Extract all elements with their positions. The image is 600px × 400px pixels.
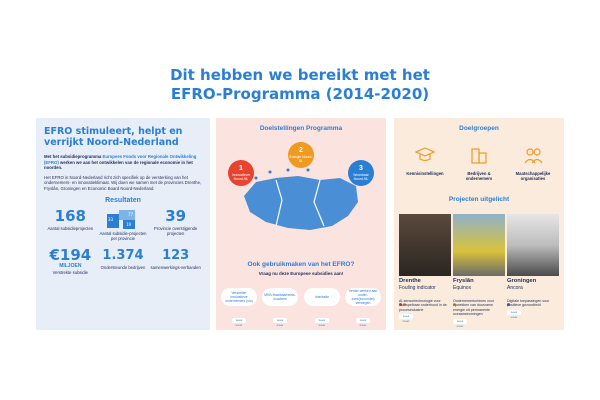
audience-panel	[394, 118, 564, 330]
option-vio[interactable]: Versneller innovatieve ondernemers (vio)	[221, 288, 257, 306]
lees-meer-button[interactable]: Lees meer	[315, 318, 329, 323]
panel-heading: EFRO stimuleert, helpt en verrijkt Noord-Nederland	[44, 126, 183, 148]
question-heading: Ook gebruikmaken van het EFRO?	[247, 261, 355, 268]
option-interbalie[interactable]: Interbalie	[304, 288, 340, 306]
map-value-2: 19	[125, 221, 132, 227]
goal-dots	[453, 293, 505, 297]
lees-meer-button[interactable]: Lees meer	[232, 318, 246, 323]
intro-text-2: Het EFRO in Noord-Nederland richt zich specifiek op de versterking van het ondernemers- en innovatieklimaat. Wij doen we samen met de provincies Drenthe, Fryslân, Groningen en Economic Board Noord-Nederland.	[44, 174, 202, 191]
lees-meer-button[interactable]: Lees meer	[356, 318, 370, 323]
stat-per-province: 33 77 19 Aantal subsidie-projecten per provincie	[97, 208, 150, 241]
stats-grid	[44, 208, 202, 275]
group-kennis: Kennisinstellingen	[402, 146, 448, 176]
goals-panel	[216, 118, 386, 330]
goal-1: 1 Innovatiever Noord-NL	[228, 160, 254, 186]
project-card: Fryslân Equinox Ondernemerturbines voor opwekken van duurzame energie uit permanente oceaanstromingen Lees meer	[453, 214, 505, 324]
question-sub: Vraag nu deze Europese subsidies aan!	[258, 271, 344, 276]
goal-dots	[507, 293, 559, 297]
map-value-0: 33	[107, 216, 114, 222]
people-icon	[523, 146, 543, 164]
group-maatschappelijk: Maatschappelijke organisaties	[510, 146, 556, 181]
results-title: Resultaten	[105, 196, 141, 204]
map-value-1: 77	[127, 211, 134, 217]
group-bedrijven: Bedrijven & ondernemers	[456, 146, 502, 181]
stat-companies: 1.374 Ondersteunde bedrijven	[100, 247, 146, 270]
projects-heading: Projecten uitgelicht	[448, 196, 510, 203]
goals-heading: Doelstellingen Programma	[259, 125, 343, 132]
goal-2: 2 Energie Noord-NL	[288, 142, 314, 168]
stat-subsidy: €194 MILJOEN Verstrekte subsidie	[49, 245, 92, 275]
option-mkb[interactable]: MKB-Haalbaarheids-vouchers	[262, 288, 298, 306]
stat-partnerships: 123 samenwerkings-verbanden	[150, 247, 201, 270]
title-line-2: EFRO-Programma (2014-2020)	[170, 85, 430, 103]
lees-meer-button[interactable]: Lees meer	[273, 318, 287, 323]
stat-projects: 168 Aantal subsidieprojecten	[47, 206, 94, 231]
project-photo	[507, 214, 559, 276]
stat-cross-province: 39 Provincie overstijgende projecten	[154, 206, 198, 236]
goal-dots	[399, 293, 451, 297]
intro-text: Met het subsidieprogramma Europees Fonds voor Regionale Ontwikkeling (EFRO) werken we aan het ontwikkelen van de regionale economie in het noorden.	[44, 154, 197, 171]
project-photo	[399, 214, 451, 276]
option-onderzoek[interactable]: Verder werken aan onder-zoek(svoorstel) verwegen	[345, 288, 381, 306]
lees-meer-button[interactable]: Lees meer	[453, 319, 467, 324]
audience-heading: Doelgroepen	[459, 125, 499, 132]
north-netherlands-map	[236, 156, 366, 236]
efro-link[interactable]: Europees Fonds voor Regionale Ontwikkeling (EFRO)	[44, 154, 197, 165]
project-card: Groningen Ancora Digitale toepassingen voor positieve gezondheid Lees meer	[507, 214, 559, 315]
title-line-1: Dit hebben we bereikt met het	[170, 66, 430, 84]
goal-3: 3 Woonbaar Noord-NL	[348, 160, 374, 186]
page-title	[0, 66, 600, 104]
project-card: Drenthe Fouling indicator AI-sensortechnologie voor voorspelbaar onderhoud in de procesindustrie Lees meer	[399, 214, 451, 319]
graduation-cap-icon	[415, 146, 435, 164]
project-photo	[453, 214, 505, 276]
results-panel	[36, 118, 210, 330]
lees-meer-button[interactable]: Lees meer	[399, 314, 413, 319]
province-map-icon	[105, 208, 141, 230]
lees-meer-button[interactable]: Lees meer	[507, 310, 521, 315]
buildings-icon	[469, 146, 489, 164]
